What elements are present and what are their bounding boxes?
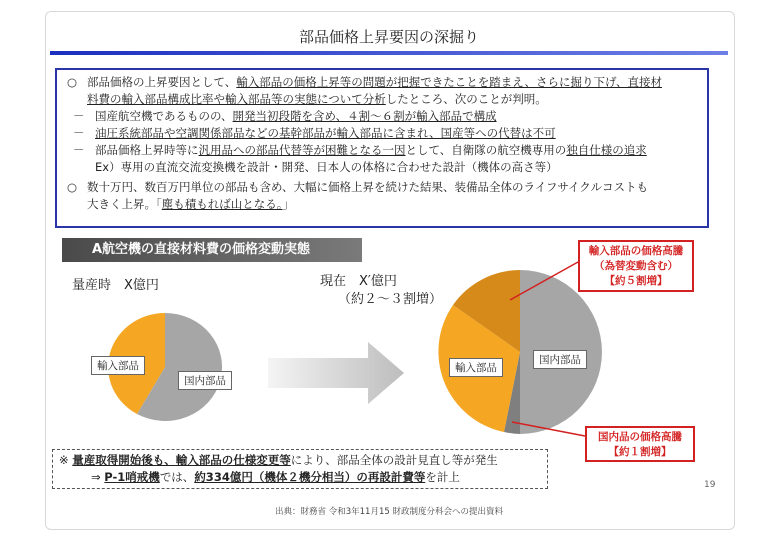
import-price-callout: 輸入部品の価格高騰 （為替変動含む） 【約５割増】	[578, 240, 694, 292]
circle-bullet: ○	[67, 180, 78, 194]
page-number: 19	[704, 480, 716, 490]
summary-point-1: ○ 部品価格の上昇要因として、輸入部品の価格上昇等の問題が把握できたことを踏まえ、さらに掘り下げ、直接材 料費の輸入部品構成比率や輸入部品等の実態について分析したところ、次のことが判明。	[67, 75, 663, 106]
right-import-label: 輸入部品	[449, 358, 503, 377]
left-domestic-label: 国内部品	[178, 371, 232, 390]
note-box	[52, 449, 548, 489]
domestic-price-callout: 国内品の価格高騰 【約１割増】	[585, 426, 695, 462]
right-chart-label-2: （約２～３割増）	[338, 292, 443, 307]
section-heading: A航空機の直接材料費の価格変動実態	[62, 238, 362, 262]
circle-bullet: ○	[67, 75, 78, 89]
note-line-2: ⇒ P-1哨戒機では、約334億円（機体２機分相当）の再設計費等を計上	[91, 470, 460, 484]
left-chart-label: 量産時 X億円	[72, 278, 159, 293]
page-title: 部品価格上昇要因の深掘り	[298, 28, 479, 46]
right-chart-label-1: 現在 X′億円	[320, 274, 397, 289]
left-import-label: 輸入部品	[91, 356, 145, 375]
summary-point-2: ○ 数十万円、数百万円単位の部品も含め、大幅に価格上昇を続けた結果、装備品全体のライフサイクルコストも 大きく上昇。「塵も積もれば山となる。」	[67, 180, 648, 211]
right-domestic-label: 国内部品	[533, 350, 587, 369]
note-line-1: ※ 量産取得開始後も、輸入部品の仕様変更等により、部品全体の設計見直し等が発生	[59, 453, 498, 467]
summary-dash-2: － 油圧系統部品や空調関係部品などの基幹部品が輸入部品に含まれ、国産等への代替は不可	[73, 126, 556, 140]
summary-dash-3: － 部品価格上昇時等に汎用品への部品代替等が困難となる一因として、自衛隊の航空機専用の独自仕様の追求 Ex）専用の直流交流変換機を設計・開発、日本人の体格に合わせた設計（機体の高さ等）	[73, 143, 647, 174]
summary-dash-1: － 国産航空機であるものの、開発当初段階を含め、４割～６割が輸入部品で構成	[73, 109, 497, 123]
source-note: 出典：財務省 令和3年11月15 財政制度分科会への提出資料	[275, 507, 503, 517]
growth-arrow	[268, 342, 404, 404]
